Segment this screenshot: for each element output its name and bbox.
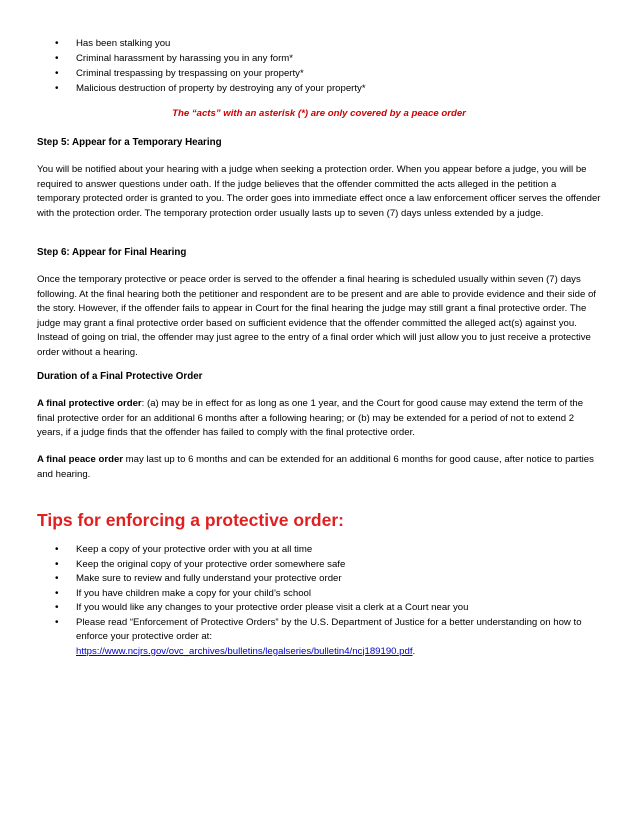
duration-paragraph-1-text: : (a) may be in effect for as long as one 1 year, and the Court for good cause may extend the term of the final protective order for an additional 6 months after a following hearing; or (b) may be extended for a period of not to extend 2 years, if a judge finds that the offender has failed to comply with the final protective order. <box>37 398 584 438</box>
list-item <box>37 616 601 660</box>
tips-bullet-list <box>37 543 601 659</box>
list-item: • If you have children make a copy for your child’s school <box>37 587 601 602</box>
final-peace-order-term: A final peace order <box>37 454 124 465</box>
list-item: • Make sure to review and fully understand your protective order <box>37 572 601 587</box>
step5-heading: Step 5: Appear for a Temporary Hearing <box>37 137 222 148</box>
final-protective-order-term: A final protective order <box>37 398 142 409</box>
tips-item-text: Please read “Enforcement of Protective Orders” by the U.S. Department of Justice for a better understanding on how to enforce your protective order at: <box>76 616 582 642</box>
duration-heading: Duration of a Final Protective Order <box>37 371 203 382</box>
asterisk-note: The “acts” with an asterisk (*) are only covered by a peace order <box>172 108 466 119</box>
list-item: • Keep a copy of your protective order with you at all time <box>37 543 601 558</box>
list-item: • Keep the original copy of your protective order somewhere safe <box>37 558 601 573</box>
duration-paragraph-2 <box>37 453 601 482</box>
duration-paragraph-2-text: may last up to 6 months and can be extended for an additional 6 months for good cause, after notice to parties and hearing. <box>37 454 594 480</box>
acts-bullet-list <box>37 36 601 96</box>
step6-body: Once the temporary protective or peace order is served to the offender a final hearing is scheduled usually within seven (7) days following. At the final hearing both the petitioner and respondent are to be present and are able to provide evidence and their side of the story. However, if the offender fails to appear in Court for the final hearing the judge may still grant a final protective order. The judge may grant a final protective order based on sufficient evidence that the offender committed the alleged act(s) against you. Instead of going on trial, the offender may just agree to the entry of a final order which will just allow you to just receive a protective order without a hearing. <box>37 274 596 358</box>
list-item: • Has been stalking you <box>37 36 601 51</box>
tips-heading: Tips for enforcing a protective order: <box>37 510 344 530</box>
list-item: • Criminal trespassing by trespassing on your property* <box>37 66 601 81</box>
step5-body: You will be notified about your hearing with a judge when seeking a protection order. When you appear before a judge, you will be required to answer questions under oath. If the judge believes that the offender committed the acts alleged in the petition a temporary protected order is granted to you. The order goes into immediate effect once a law enforcement officer serves the offender with the protection order. The temporary protection order usually lasts up to seven (7) days unless extended by a judge. <box>37 164 601 219</box>
duration-paragraph-1 <box>37 397 601 441</box>
list-item: • Criminal harassment by harassing you in any form* <box>37 51 601 66</box>
list-item: • Malicious destruction of property by destroying any of your property* <box>37 81 601 96</box>
step6-heading: Step 6: Appear for Final Hearing <box>37 247 187 258</box>
link-suffix: . <box>412 645 416 657</box>
list-item: • If you would like any changes to your protective order please visit a clerk at a Court near you <box>37 601 601 616</box>
doj-bulletin-link[interactable]: https://www.ncjrs.gov/ovc_archives/bulletins/legalseries/bulletin4/ncj189190.pdf <box>76 645 413 657</box>
